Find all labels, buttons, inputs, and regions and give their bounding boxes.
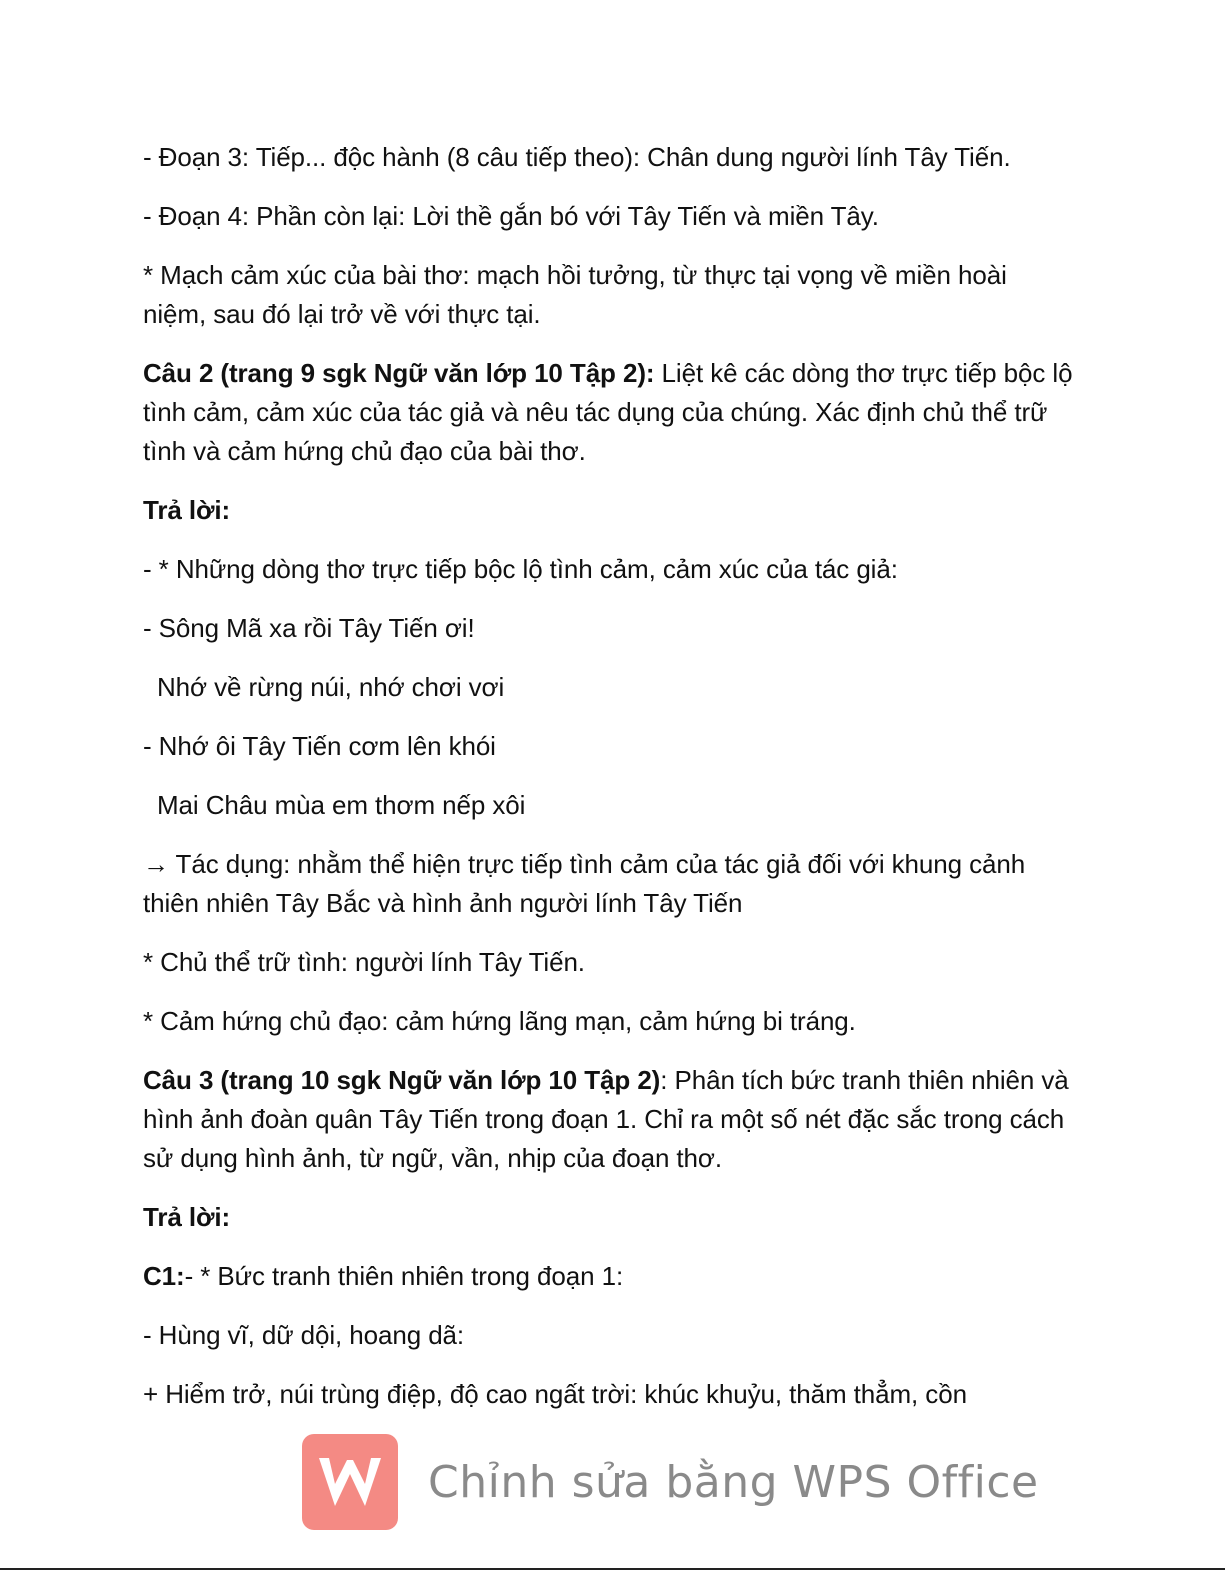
paragraph bbox=[143, 1257, 1073, 1296]
paragraph bbox=[143, 943, 1073, 982]
answer-label: Trả lời: bbox=[143, 1202, 231, 1232]
question-3 bbox=[143, 1061, 1073, 1178]
paragraph bbox=[143, 1002, 1073, 1041]
wps-watermark-text: Chỉnh sửa bằng WPS Office bbox=[428, 1456, 1039, 1508]
question-2 bbox=[143, 354, 1073, 471]
document-body bbox=[143, 138, 1073, 1434]
answer-label: Trả lời: bbox=[143, 495, 231, 525]
paragraph bbox=[143, 845, 1073, 923]
question-text: Liệt kê các dòng thơ trực tiếp bộc lộ tình cảm, cảm xúc của tác giả và nêu tác dụng của chúng. Xác định chủ thể trữ tình và cảm hứng chủ đạo của bài thơ. bbox=[143, 358, 1073, 466]
paragraph bbox=[143, 550, 1073, 589]
paragraph-text: * Mạch cảm xúc của bài thơ: mạch hồi tưởng, từ thực tại vọng về miền hoài niệm, sau đó lại trở về với thực tại. bbox=[143, 260, 1007, 329]
paragraph-text: → Tác dụng: nhằm thể hiện trực tiếp tình cảm của tác giả đối với khung cảnh thiên nhiên Tây Bắc và hình ảnh người lính Tây Tiến bbox=[143, 849, 1026, 918]
answer-heading bbox=[143, 491, 1073, 530]
paragraph-text: * Cảm hứng chủ đạo: cảm hứng lãng mạn, cảm hứng bi tráng. bbox=[143, 1006, 856, 1036]
paragraph bbox=[143, 197, 1073, 236]
wps-logo-icon bbox=[302, 1434, 398, 1530]
paragraph-text: - Nhớ ôi Tây Tiến cơm lên khói bbox=[143, 731, 496, 761]
paragraph-text: - * Bức tranh thiên nhiên trong đoạn 1: bbox=[184, 1261, 624, 1291]
paragraph-text: - Sông Mã xa rồi Tây Tiến ơi! bbox=[143, 613, 475, 643]
paragraph bbox=[143, 1316, 1073, 1355]
question-heading: Câu 3 (trang 10 sgk Ngữ văn lớp 10 Tập 2) bbox=[143, 1065, 661, 1095]
paragraph bbox=[143, 138, 1073, 177]
paragraph-text: - Đoạn 3: Tiếp... độc hành (8 câu tiếp theo): Chân dung người lính Tây Tiến. bbox=[143, 142, 1011, 172]
paragraph-text: + Hiểm trở, núi trùng điệp, độ cao ngất trời: khúc khuỷu, thăm thẳm, cồn bbox=[143, 1379, 967, 1409]
paragraph-text: * Chủ thể trữ tình: người lính Tây Tiến. bbox=[143, 947, 585, 977]
paragraph bbox=[143, 1375, 1073, 1414]
paragraph-text: - Hùng vĩ, dữ dội, hoang dã: bbox=[143, 1320, 465, 1350]
wps-w-glyph-icon bbox=[315, 1452, 385, 1512]
bottom-border bbox=[0, 1568, 1225, 1570]
paragraph-text: Mai Châu mùa em thơm nếp xôi bbox=[157, 790, 526, 820]
paragraph-text: Nhớ về rừng núi, nhớ chơi vơi bbox=[157, 672, 505, 702]
wps-watermark[interactable] bbox=[302, 1434, 1039, 1530]
poem-line bbox=[143, 668, 1073, 707]
paragraph-lead: C1: bbox=[143, 1261, 185, 1291]
paragraph bbox=[143, 256, 1073, 334]
poem-line bbox=[143, 609, 1073, 648]
paragraph-text: - * Những dòng thơ trực tiếp bộc lộ tình cảm, cảm xúc của tác giả: bbox=[143, 554, 898, 584]
poem-line bbox=[143, 786, 1073, 825]
question-heading: Câu 2 (trang 9 sgk Ngữ văn lớp 10 Tập 2): bbox=[143, 358, 655, 388]
question-text: : Phân tích bức tranh thiên nhiên và hình ảnh đoàn quân Tây Tiến trong đoạn 1. Chỉ ra một số nét đặc sắc trong cách sử dụng hình ảnh, từ ngữ, vần, nhịp của đoạn thơ. bbox=[143, 1065, 1069, 1173]
poem-line bbox=[143, 727, 1073, 766]
answer-heading bbox=[143, 1198, 1073, 1237]
paragraph-text: - Đoạn 4: Phần còn lại: Lời thề gắn bó với Tây Tiến và miền Tây. bbox=[143, 201, 879, 231]
